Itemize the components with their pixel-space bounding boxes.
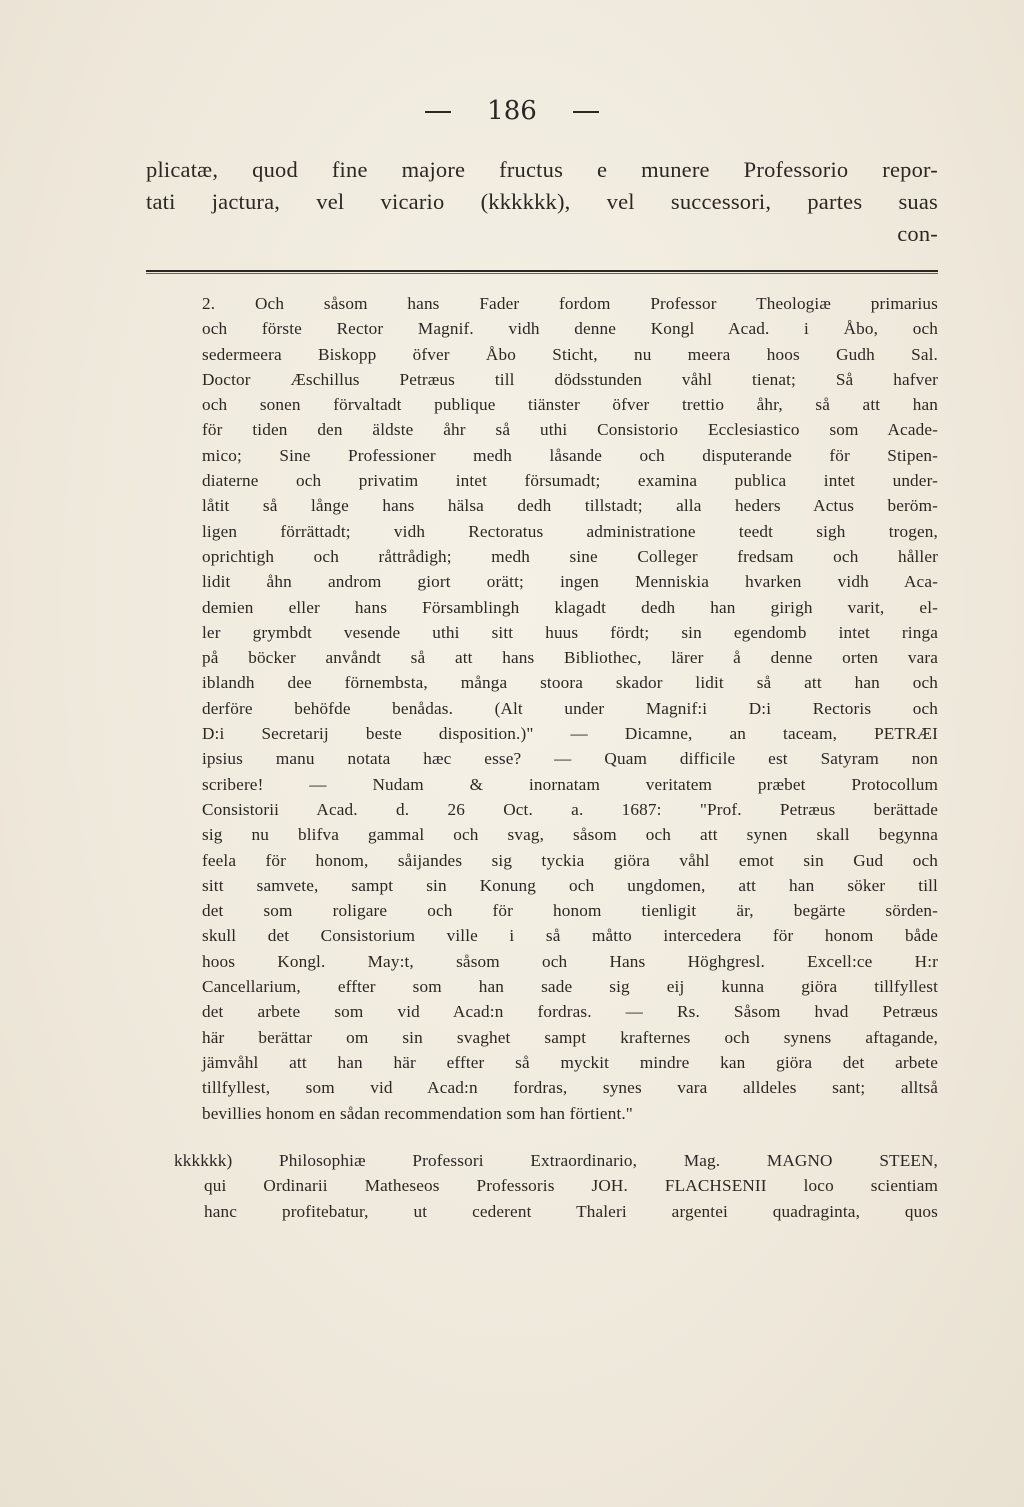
footnote-line: 2. Och såsom hans Fader fordom Professor Theologiæ primarius	[202, 294, 938, 313]
footnote-line: demien eller hans Församblingh klagadt dedh han girigh varit, el-	[202, 597, 938, 617]
footnote-line: kkkkkk) Philosophiæ Professori Extraordinario, Mag. MAGNO STEEN,	[174, 1151, 938, 1170]
footnote-2	[202, 291, 938, 1126]
footnote-separator-rule-thin	[146, 273, 938, 274]
footnote-line: Doctor Æschillus Petræus till dödsstunden våhl tienat; Så hafver	[202, 369, 938, 389]
footnote-line: hoos Kongl. May:t, såsom och Hans Höghgresl. Excell:ce H:r	[202, 951, 938, 971]
footnote-line: mico; Sine Professioner medh låsande och disputerande för Stipen-	[202, 445, 938, 465]
footnote-line: skull det Consistorium ville i så måtto intercedera för honom både	[202, 926, 938, 946]
footnote-line: scribere! — Nudam & inornatam veritatem præbet Protocollum	[202, 774, 938, 794]
footnote-line: bevillies honom en sådan recommendation som han förtient."	[202, 1103, 633, 1123]
footnote-line: sig nu blifva gammal och svag, såsom och att synen skall begynna	[202, 825, 938, 845]
footnote-line: och förste Rector Magnif. vidh denne Kongl Acad. i Åbo, och	[202, 319, 938, 339]
footnote-line: Consistorii Acad. d. 26 Oct. a. 1687: "Prof. Petræus berättade	[202, 799, 938, 819]
footnote-line: Cancellarium, effter som han sade sig eij kunna giöra tillfyllest	[202, 977, 938, 997]
footnote-line: det arbete som vid Acad:n fordras. — Rs. Såsom hvad Petræus	[202, 1002, 938, 1022]
footnote-line: sedermeera Biskopp öfver Åbo Sticht, nu meera hoos Gudh Sal.	[202, 344, 938, 364]
footnote-line: sitt samvete, sampt sin Konung och ungdomen, att han söker till	[202, 875, 938, 895]
footnote-line: hanc profitebatur, ut cederent Thaleri argentei quadraginta, quos	[204, 1201, 938, 1221]
footnote-line: ler grymbdt vesende uthi sitt huus fördt; sin egendomb intet ringa	[202, 622, 938, 642]
footnote-line: D:i Secretarij beste disposition.)" — Dicamne, an taceam, PETRÆI	[202, 724, 938, 744]
footnote-line: ligen förrättadt; vidh Rectoratus administratione teedt sigh trogen,	[202, 521, 938, 541]
footnote-line: och sonen förvaltadt publique tiänster öfver trettio åhr, så att han	[202, 395, 938, 415]
footnote-line: feela för honom, såijandes sig tyckia giöra våhl emot sin Gud och	[202, 850, 938, 870]
footnote-line: ipsius manu notata hæc esse? — Quam difficile est Satyram non	[202, 749, 938, 769]
footnote-line: här berättar om sin svaghet sampt krafternes och synens aftagande,	[202, 1027, 938, 1047]
footnote-separator-rule	[146, 270, 938, 272]
footnote-line: iblandh dee förnembsta, många stoora skador lidit så att han och	[202, 673, 938, 693]
catchword: con-	[897, 221, 938, 246]
page-header	[0, 96, 1024, 126]
footnote-line: på böcker anvåndt så att hans Bibliothec, lärer å denne orten vara	[202, 648, 938, 668]
header-dash-left	[425, 111, 451, 113]
footnote-line: qui Ordinarii Matheseos Professoris JOH. FLACHSENII loco scientiam	[204, 1176, 938, 1196]
main-text	[146, 154, 938, 250]
footnote-line: det som roligare och för honom tienligit är, begärte sörden-	[202, 901, 938, 921]
footnote-line: låtit så långe hans hälsa dedh tillstadt; alla heders Actus beröm-	[202, 496, 938, 516]
footnote-line: för tiden den äldste åhr så uthi Consistorio Ecclesiastico som Acade-	[202, 420, 938, 440]
footnote-line: lidit åhn androm giort orätt; ingen Menniskia hvarken vidh Aca-	[202, 572, 938, 592]
footnote-line: jämvåhl att han här effter så myckit mindre kan giöra det arbete	[202, 1052, 938, 1072]
footnote-line: derföre behöfde benådas. (Alt under Magnif:i D:i Rectoris och	[202, 698, 938, 718]
footnote-line: oprichtigh och råttrådigh; medh sine Colleger fredsam och håller	[202, 546, 938, 566]
footnote-kkkkkk	[174, 1148, 938, 1224]
header-dash-right	[573, 111, 599, 113]
footnote-line: diaterne och privatim intet försumadt; examina publica intet under-	[202, 471, 938, 491]
page-number: 186	[487, 96, 537, 126]
footnote-line: tillfyllest, som vid Acad:n fordras, synes vara alldeles sant; alltså	[202, 1078, 938, 1098]
main-text-line: tati jactura, vel vicario (kkkkkk), vel successori, partes suas	[146, 189, 938, 214]
main-text-line: plicatæ, quod fine majore fructus e munere Professorio repor-	[146, 157, 938, 182]
